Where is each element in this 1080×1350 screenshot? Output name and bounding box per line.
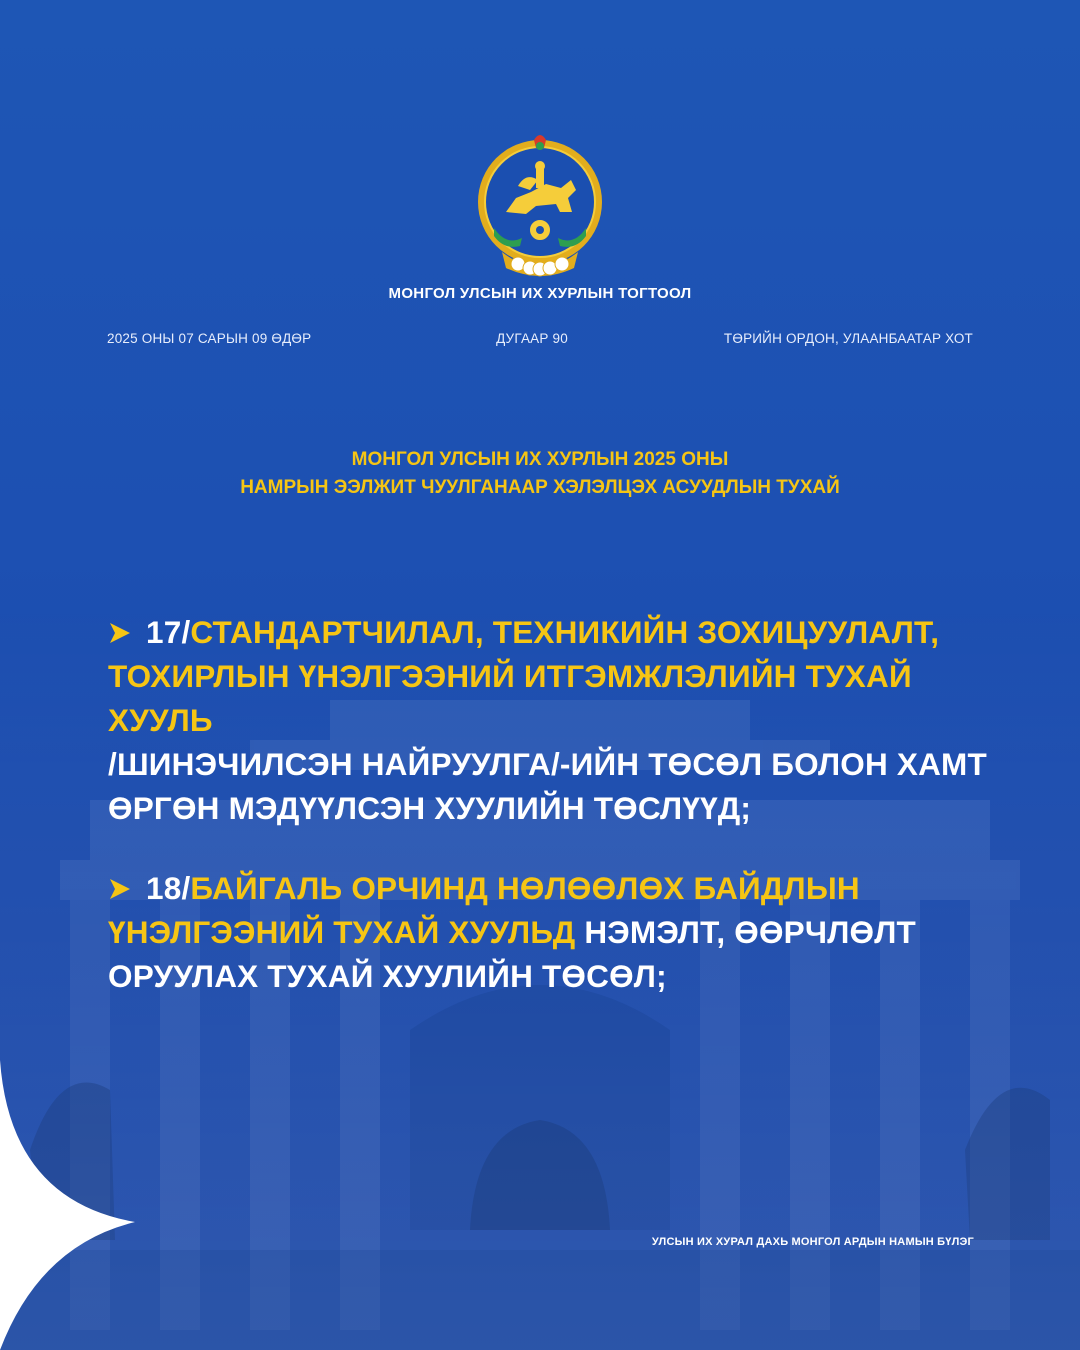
item-highlight-line-2: ҮНЭЛГЭЭНИЙ ТУХАЙ ХУУЛЬД xyxy=(108,914,576,950)
agenda-item-18 xyxy=(108,866,1008,998)
item-rest-line-2: ОРУУЛАХ ТУХАЙ ХУУЛИЙН ТӨСӨЛ; xyxy=(108,958,667,994)
resolution-number: ДУГААР 90 xyxy=(496,331,568,346)
agenda-item-17 xyxy=(108,610,1008,830)
resolution-date: 2025 ОНЫ 07 САРЫН 09 ӨДӨР xyxy=(107,331,312,346)
resolution-subject xyxy=(0,446,1080,502)
subject-line-2: НАМРЫН ЭЭЛЖИТ ЧУУЛГАНААР ХЭЛЭЛЦЭХ АСУУДЛЫН ТУХАЙ xyxy=(240,477,840,498)
item-number: 18/ xyxy=(146,870,191,906)
document-title: МОНГОЛ УЛСЫН ИХ ХУРЛЫН ТОГТООЛ xyxy=(388,285,692,302)
item-number: 17/ xyxy=(146,614,191,650)
subject-line-1: МОНГОЛ УЛСЫН ИХ ХУРЛЫН 2025 ОНЫ xyxy=(351,449,729,470)
arrow-right-icon xyxy=(108,622,132,644)
state-emblem-icon xyxy=(476,132,604,280)
item-highlight-line-1: СТАНДАРТЧИЛАЛ, ТЕХНИКИЙН ЗОХИЦУУЛАЛТ, xyxy=(190,614,940,650)
item-rest-line-1: /ШИНЭЧИЛСЭН НАЙРУУЛГА/-ИЙН ТӨСӨЛ БОЛОН ХАМТ xyxy=(108,746,987,782)
item-rest-inline: НЭМЭЛТ, ӨӨРЧЛӨЛТ xyxy=(575,914,916,950)
decorative-white-swoosh xyxy=(0,1060,140,1350)
item-rest-line-2: ӨРГӨН МЭДҮҮЛСЭН ХУУЛИЙН ТӨСЛҮҮД; xyxy=(108,790,752,826)
item-highlight-line-2: ТОХИРЛЫН ҮНЭЛГЭЭНИЙ ИТГЭМЖЛЭЛИЙН ТУХАЙ ХУУЛЬ xyxy=(108,658,912,738)
resolution-place: ТӨРИЙН ОРДОН, УЛААНБААТАР ХОТ xyxy=(723,331,973,346)
item-highlight-line-1: БАЙГАЛЬ ОРЧИНД НӨЛӨӨЛӨХ БАЙДЛЫН xyxy=(190,870,860,906)
arrow-right-icon xyxy=(108,878,132,900)
footer-party-group: УЛСЫН ИХ ХУРАЛ ДАХЬ МОНГОЛ АРДЫН НАМЫН БҮЛЭГ xyxy=(651,1236,974,1248)
